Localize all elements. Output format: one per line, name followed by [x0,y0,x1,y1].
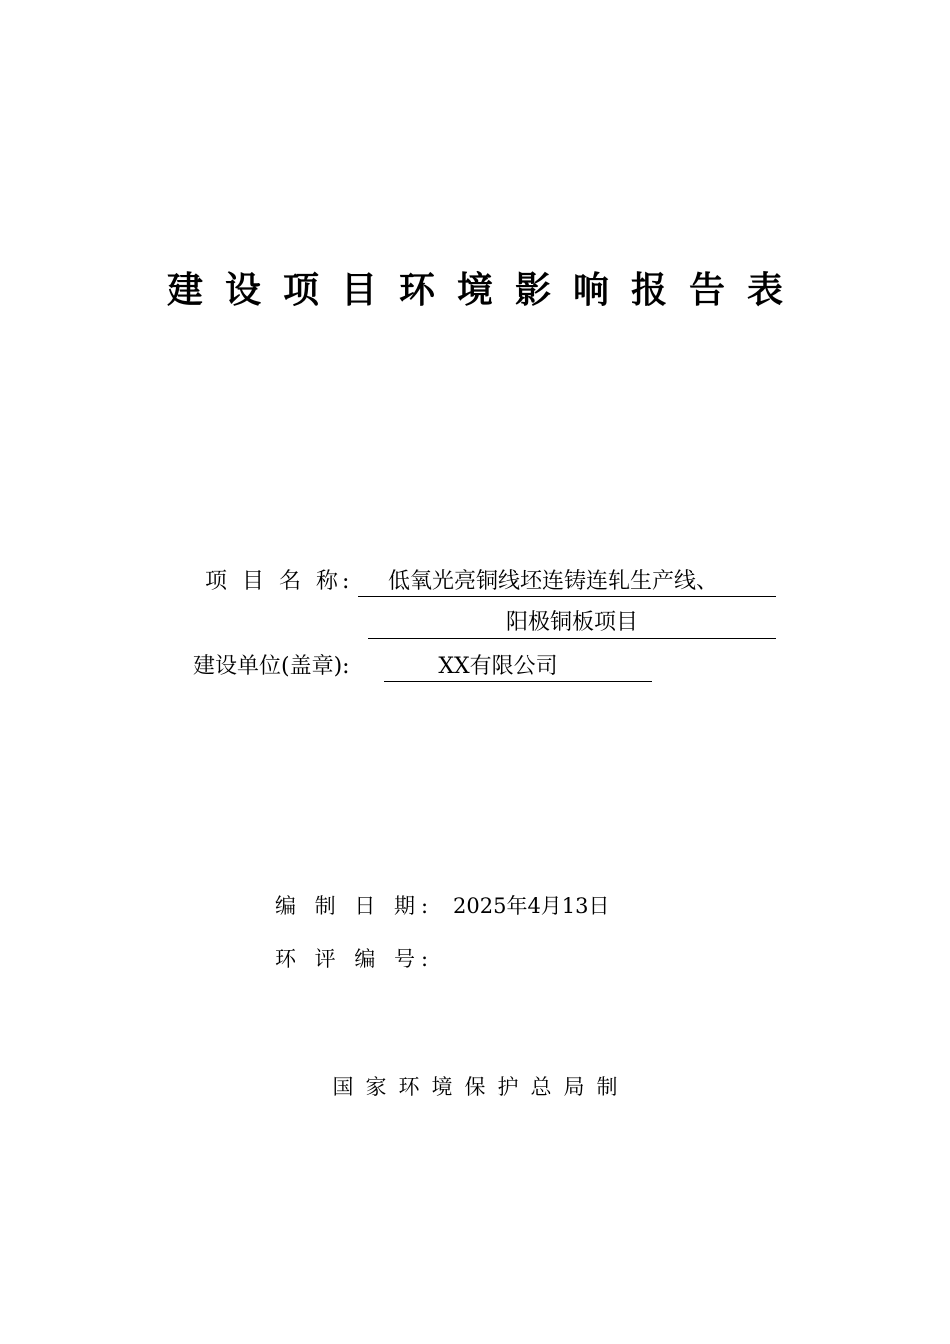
project-name-line-2: 阳极铜板项目 [368,608,776,639]
construction-unit-value: XX有限公司 [384,652,652,682]
compile-date-value: 2025年4月13日 [453,894,610,918]
compile-date-label: 编 制 日 期: [275,894,435,918]
project-name-label: 项 目 名 称: [205,569,354,594]
issuing-authority: 国家环境保护总局制 [332,1075,630,1099]
eia-number-label: 环 评 编 号: [275,947,435,971]
document-title: 建设项目环境影响报告表 [166,270,805,311]
construction-unit-label: 建设单位(盖章): [193,654,350,679]
project-name-line-1: 低氧光亮铜线坯连铸连轧生产线、 [358,567,776,597]
